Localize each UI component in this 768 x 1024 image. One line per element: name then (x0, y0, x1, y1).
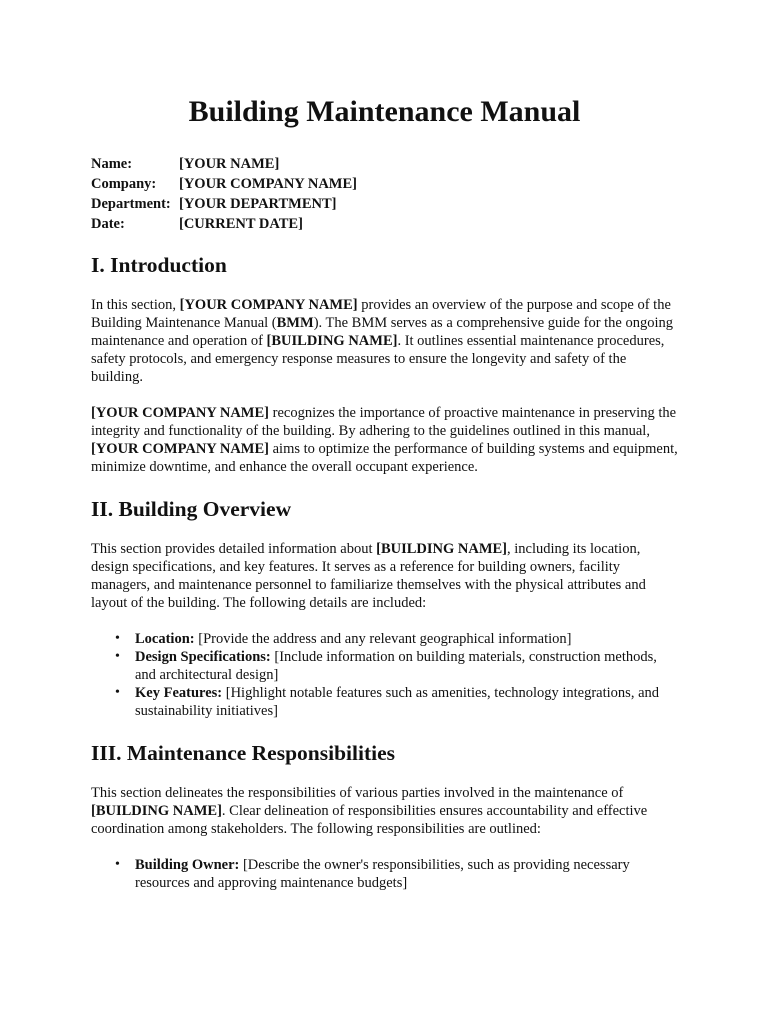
text-run: ). The BMM serves as a comprehensive guide for the ongoing maintenance and operation of (91, 315, 674, 349)
text-run: recognizes the importance of proactive maintenance in preserving the integrity and functionality of the building. By adhering to the guidelines outlined in this manual, (91, 405, 677, 439)
text-run: , including its location, design specifications, and key features. It serves as a reference for building owners, facility managers, and maintenance personnel to familiarize themselves with the physical attributes and layout of the building. The following details are included: (91, 541, 646, 611)
meta-row-department (91, 194, 357, 214)
bullet-icon: • (115, 685, 120, 700)
meta-row-name (91, 154, 357, 174)
text-run: This section delineates the responsibilities of various parties involved in the maintenance of (91, 785, 624, 801)
placeholder-building-name: [BUILDING NAME] (91, 803, 222, 819)
meta-value-company: [YOUR COMPANY NAME] (179, 176, 357, 192)
responsibilities-paragraph-1 (91, 784, 681, 838)
text-run: provides an overview of the purpose and scope of the Building Maintenance Manual ( (91, 297, 671, 331)
placeholder-company-name: [YOUR COMPANY NAME] (91, 441, 269, 457)
list-item-label: Building Owner: (135, 857, 240, 873)
meta-label-company: Company: (91, 176, 157, 192)
text-run: . It outlines essential maintenance procedures, safety protocols, and emergency response measures to ensure the longevity and safety of the building. (91, 333, 665, 385)
list-item-design-specifications (115, 648, 681, 684)
meta-value-department: [YOUR DEPARTMENT] (179, 196, 337, 212)
list-item-text: [Describe the owner's responsibilities, such as providing necessary resources and approving maintenance budgets] (135, 857, 630, 891)
placeholder-company-name: [YOUR COMPANY NAME] (91, 405, 269, 421)
bullet-icon: • (115, 631, 120, 646)
overview-paragraph-1 (91, 540, 681, 612)
list-item-label: Design Specifications: (135, 649, 271, 665)
list-item-text: [Provide the address and any relevant geographical information] (194, 631, 572, 647)
text-run: . Clear delineation of responsibilities ensures accountability and effective coordination among stakeholders. The following responsibilities are outlined: (91, 803, 648, 837)
list-item-label: Key Features: (135, 685, 223, 701)
section-heading-maintenance-responsibilities: III. Maintenance Responsibilities (91, 741, 396, 765)
section-heading-building-overview: II. Building Overview (91, 497, 292, 521)
meta-label-department: Department: (91, 196, 171, 212)
list-item-text: [Include information on building materials, construction methods, and architectural design] (135, 649, 657, 683)
meta-value-name: [YOUR NAME] (179, 156, 280, 172)
meta-row-date (91, 214, 357, 234)
responsibilities-bullet-list (91, 856, 681, 892)
placeholder-building-name: [BUILDING NAME] (376, 541, 508, 557)
meta-value-date: [CURRENT DATE] (179, 216, 303, 232)
text-run: This section provides detailed information about (91, 541, 377, 557)
intro-paragraph-2 (91, 404, 681, 476)
placeholder-company-name: [YOUR COMPANY NAME] (179, 297, 358, 313)
meta-row-company (91, 174, 357, 194)
list-item-label: Location: (135, 631, 195, 647)
list-item-location (115, 630, 681, 648)
section-heading-introduction: I. Introduction (91, 253, 227, 277)
placeholder-building-name: [BUILDING NAME] (266, 333, 398, 349)
bullet-icon: • (115, 857, 120, 872)
document-title: Building Maintenance Manual (188, 95, 581, 128)
list-item-building-owner (115, 856, 681, 892)
text-run: aims to optimize the performance of building systems and equipment, minimize downtime, and enhance the overall occupant experience. (91, 441, 678, 475)
meta-label-date: Date: (91, 216, 125, 232)
bullet-icon: • (115, 649, 120, 664)
intro-paragraph-1 (91, 296, 681, 386)
list-item-key-features (115, 684, 681, 720)
document-meta-table (91, 154, 357, 234)
text-run: In this section, (91, 297, 180, 313)
meta-label-name: Name: (91, 156, 133, 172)
overview-bullet-list (91, 630, 681, 720)
acronym-bmm: BMM (276, 315, 314, 331)
list-item-text: [Highlight notable features such as amenities, technology integrations, and sustainability initiatives] (135, 685, 660, 719)
